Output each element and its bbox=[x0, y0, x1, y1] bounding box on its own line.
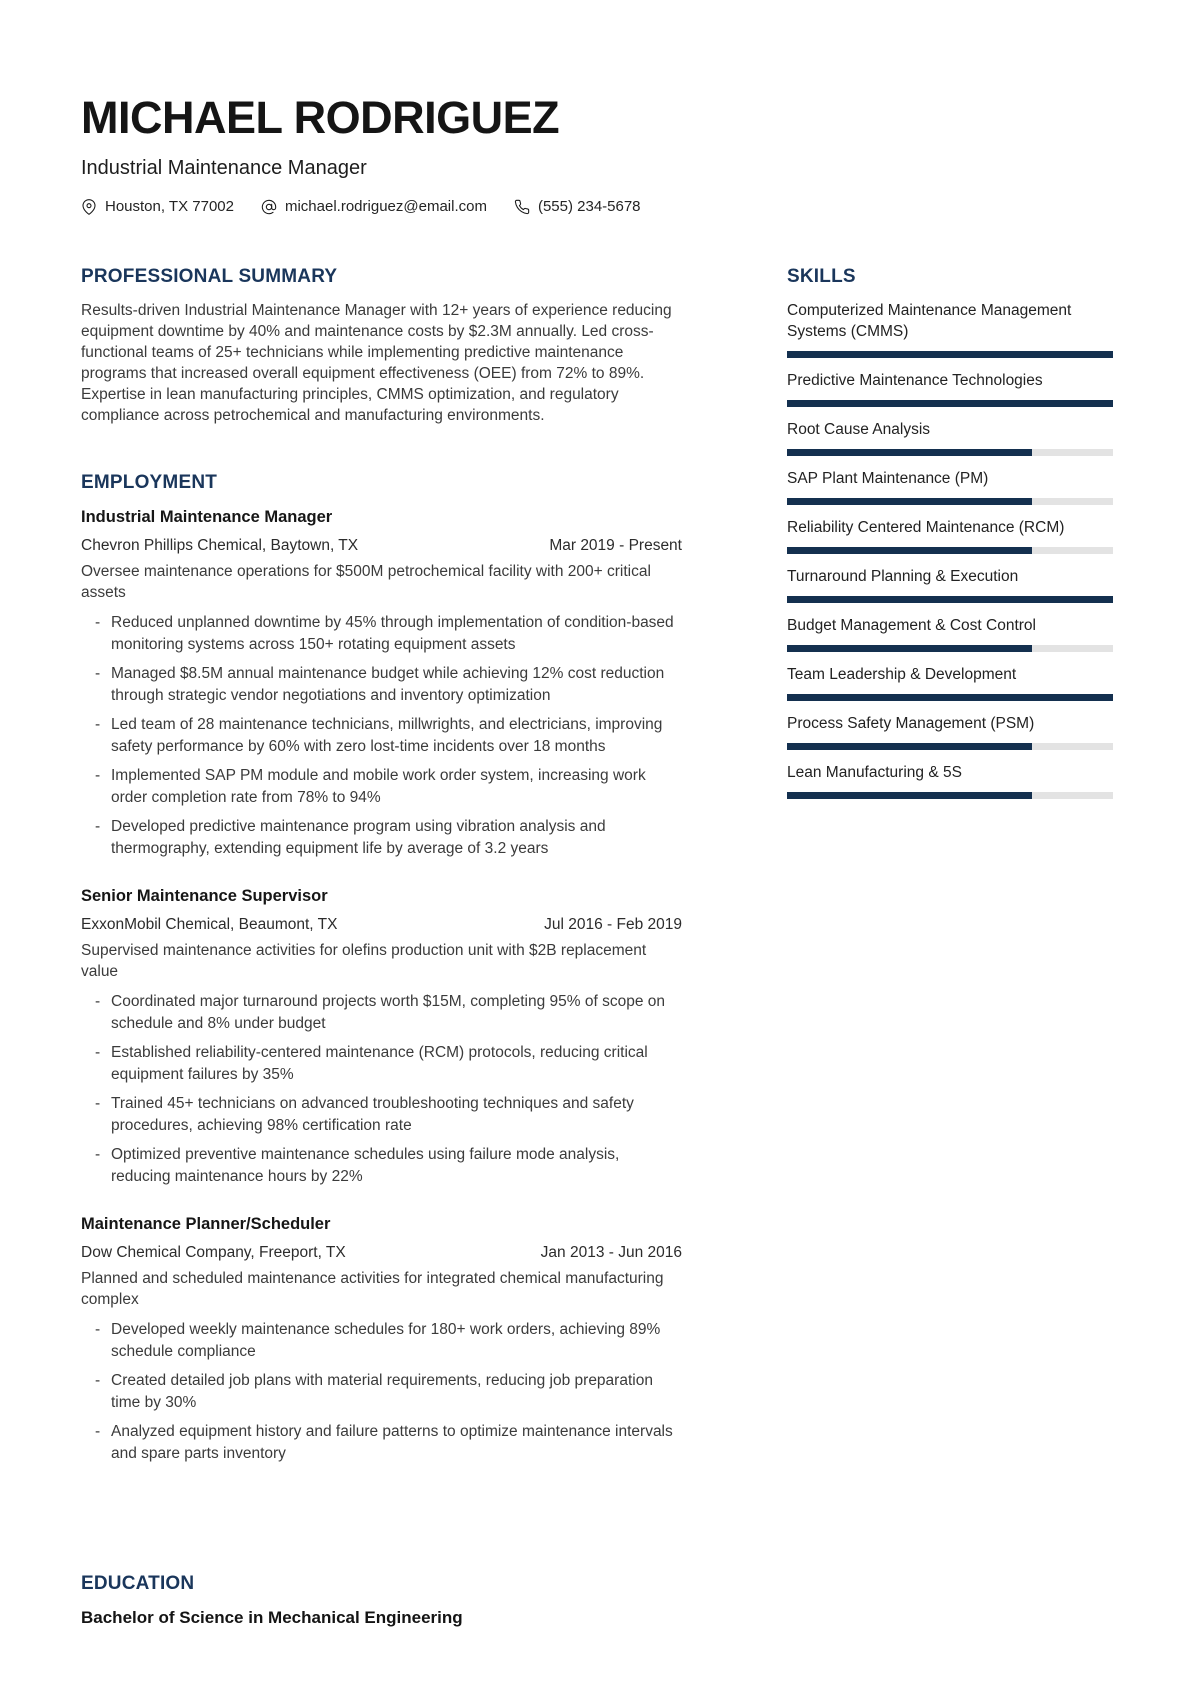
skill-bar-fill bbox=[787, 498, 1032, 505]
job-company-row bbox=[81, 914, 682, 935]
skill-item bbox=[787, 762, 1113, 799]
left-column bbox=[81, 265, 682, 1629]
skill-item bbox=[787, 664, 1113, 701]
skill-label: SAP Plant Maintenance (PM) bbox=[787, 470, 989, 487]
employment-heading: EMPLOYMENT bbox=[81, 472, 218, 493]
job-bullets bbox=[81, 612, 682, 859]
bullet-text: Created detailed job plans with material requirements, reducing job preparation time by 30% bbox=[111, 1372, 653, 1411]
contact-location-text: Houston, TX 77002 bbox=[105, 198, 234, 215]
job-bullet bbox=[95, 1319, 682, 1362]
education-section bbox=[81, 1572, 682, 1629]
skill-bar-track bbox=[787, 792, 1113, 799]
bullet-dash: - bbox=[95, 818, 101, 835]
skill-bar-fill bbox=[787, 449, 1032, 456]
skill-label: Team Leadership & Development bbox=[787, 666, 1017, 683]
job-bullet bbox=[95, 1093, 682, 1136]
job-description: Planned and scheduled maintenance activities for integrated chemical manufacturing complex bbox=[81, 1270, 664, 1308]
bullet-dash: - bbox=[95, 1372, 101, 1389]
bullet-dash: - bbox=[95, 614, 101, 631]
job-entry bbox=[81, 1213, 682, 1464]
bullet-text: Led team of 28 maintenance technicians, millwrights, and electricians, improving safety performance by 60% with zero lost-time incidents over 18 months bbox=[111, 716, 663, 755]
candidate-title: Industrial Maintenance Manager bbox=[81, 157, 367, 179]
skill-label: Reliability Centered Maintenance (RCM) bbox=[787, 519, 1065, 536]
skill-item bbox=[787, 370, 1113, 407]
skills-heading: SKILLS bbox=[787, 266, 856, 287]
bullet-dash: - bbox=[95, 993, 101, 1010]
skill-bar-track bbox=[787, 498, 1113, 505]
skill-bar-track bbox=[787, 743, 1113, 750]
skill-bar-fill bbox=[787, 547, 1032, 554]
job-description: Supervised maintenance activities for olefins production unit with $2B replacement value bbox=[81, 942, 647, 980]
job-bullet bbox=[95, 1421, 682, 1464]
skill-label: Budget Management & Cost Control bbox=[787, 617, 1036, 634]
job-bullet bbox=[95, 816, 682, 859]
bullet-text: Established reliability-centered maintenance (RCM) protocols, reducing critical equipment failures by 35% bbox=[111, 1044, 648, 1083]
job-description: Oversee maintenance operations for $500M petrochemical facility with 200+ critical assets bbox=[81, 563, 651, 601]
employment-section bbox=[81, 471, 682, 1464]
job-company-row bbox=[81, 1242, 682, 1263]
job-company: ExxonMobil Chemical, Beaumont, TX bbox=[81, 916, 338, 933]
job-company: Dow Chemical Company, Freeport, TX bbox=[81, 1244, 346, 1261]
bullet-text: Managed $8.5M annual maintenance budget while achieving 12% cost reduction through strategic vendor negotiations and inventory optimization bbox=[111, 665, 665, 704]
job-bullet bbox=[95, 991, 682, 1034]
skill-item bbox=[787, 300, 1113, 358]
job-title: Senior Maintenance Supervisor bbox=[81, 887, 328, 905]
skill-item bbox=[787, 419, 1113, 456]
job-title: Maintenance Planner/Scheduler bbox=[81, 1215, 331, 1233]
job-bullet bbox=[95, 1042, 682, 1085]
map-pin-icon bbox=[81, 199, 97, 215]
skills-section bbox=[787, 265, 1113, 811]
job-company: Chevron Phillips Chemical, Baytown, TX bbox=[81, 537, 359, 554]
skill-bar-fill bbox=[787, 645, 1032, 652]
job-bullet bbox=[95, 765, 682, 808]
skill-label: Computerized Maintenance Management Systems (CMMS) bbox=[787, 302, 1072, 340]
bullet-text: Implemented SAP PM module and mobile work order system, increasing work order completion rate from 78% to 94% bbox=[111, 767, 646, 806]
skill-label: Predictive Maintenance Technologies bbox=[787, 372, 1043, 389]
job-bullet bbox=[95, 663, 682, 706]
summary-text: Results-driven Industrial Maintenance Manager with 12+ years of experience reducing equipment downtime by 40% and maintenance costs by $2.3M annually. Led cross-functional teams of 25+ technicians while implementing predictive maintenance programs that increased overall equipment effectiveness (OEE) from 72% to 89%. Expertise in lean manufacturing principles, CMMS optimization, and regulatory compliance across petrochemical and manufacturing environments. bbox=[81, 302, 672, 424]
bullet-text: Reduced unplanned downtime by 45% through implementation of condition-based monitoring systems across 150+ rotating equipment assets bbox=[111, 614, 674, 653]
skill-label: Process Safety Management (PSM) bbox=[787, 715, 1035, 732]
bullet-dash: - bbox=[95, 1095, 101, 1112]
bullet-dash: - bbox=[95, 665, 101, 682]
skill-bar-fill bbox=[787, 743, 1032, 750]
education-heading: EDUCATION bbox=[81, 1573, 195, 1594]
job-title: Industrial Maintenance Manager bbox=[81, 508, 333, 526]
job-dates: Jul 2016 - Feb 2019 bbox=[544, 916, 682, 933]
skill-label: Root Cause Analysis bbox=[787, 421, 931, 438]
job-dates: Mar 2019 - Present bbox=[549, 537, 682, 554]
jobs-list bbox=[81, 506, 682, 1464]
bullet-dash: - bbox=[95, 1146, 101, 1163]
skill-bar-track bbox=[787, 547, 1113, 554]
skill-bar-track bbox=[787, 400, 1113, 407]
skill-bar-track bbox=[787, 596, 1113, 603]
resume-header bbox=[81, 94, 1112, 215]
bullet-text: Optimized preventive maintenance schedules using failure mode analysis, reducing maintenance hours by 22% bbox=[111, 1146, 620, 1185]
job-bullets bbox=[81, 1319, 682, 1464]
candidate-name: MICHAEL RODRIGUEZ bbox=[81, 92, 560, 143]
skill-item bbox=[787, 517, 1113, 554]
skill-bar-track bbox=[787, 351, 1113, 358]
phone-icon bbox=[514, 199, 530, 215]
summary-heading: PROFESSIONAL SUMMARY bbox=[81, 266, 338, 287]
education-degree: Bachelor of Science in Mechanical Engineering bbox=[81, 1608, 463, 1627]
summary-section bbox=[81, 265, 682, 426]
skill-bar-fill bbox=[787, 400, 1113, 407]
skill-bar-fill bbox=[787, 351, 1113, 358]
skill-bar-fill bbox=[787, 792, 1032, 799]
job-company-row bbox=[81, 535, 682, 556]
skill-bar-track bbox=[787, 449, 1113, 456]
skill-item bbox=[787, 615, 1113, 652]
contact-row bbox=[81, 198, 1112, 215]
bullet-dash: - bbox=[95, 1423, 101, 1440]
resume-body bbox=[81, 265, 1112, 1629]
skill-bar-fill bbox=[787, 694, 1113, 701]
job-entry bbox=[81, 885, 682, 1187]
skill-label: Lean Manufacturing & 5S bbox=[787, 764, 962, 781]
bullet-dash: - bbox=[95, 767, 101, 784]
bullet-text: Coordinated major turnaround projects worth $15M, completing 95% of scope on schedule and 8% under budget bbox=[111, 993, 666, 1032]
job-bullet bbox=[95, 612, 682, 655]
bullet-text: Developed weekly maintenance schedules for 180+ work orders, achieving 89% schedule compliance bbox=[111, 1321, 661, 1360]
job-bullets bbox=[81, 991, 682, 1187]
contact-phone-text: (555) 234-5678 bbox=[537, 198, 641, 215]
job-bullet bbox=[95, 1144, 682, 1187]
bullet-dash: - bbox=[95, 1321, 101, 1338]
bullet-text: Analyzed equipment history and failure patterns to optimize maintenance intervals and spare parts inventory bbox=[111, 1423, 673, 1462]
job-bullet bbox=[95, 714, 682, 757]
skill-bar-fill bbox=[787, 596, 1113, 603]
bullet-text: Developed predictive maintenance program using vibration analysis and thermography, extending equipment life by average of 3.2 years bbox=[111, 818, 606, 857]
skill-item bbox=[787, 566, 1113, 603]
skill-bar-track bbox=[787, 645, 1113, 652]
skill-item bbox=[787, 713, 1113, 750]
bullet-dash: - bbox=[95, 1044, 101, 1061]
skill-label: Turnaround Planning & Execution bbox=[787, 568, 1019, 585]
job-bullet bbox=[95, 1370, 682, 1413]
at-sign-icon bbox=[261, 199, 277, 215]
bullet-text: Trained 45+ technicians on advanced troubleshooting techniques and safety procedures, achieving 98% certification rate bbox=[111, 1095, 634, 1134]
contact-phone bbox=[514, 198, 641, 215]
bullet-dash: - bbox=[95, 716, 101, 733]
contact-email bbox=[261, 198, 487, 215]
contact-email-text: michael.rodriguez@email.com bbox=[284, 198, 487, 215]
skill-item bbox=[787, 468, 1113, 505]
skills-list bbox=[787, 300, 1113, 799]
contact-location bbox=[81, 198, 234, 215]
job-dates: Jan 2013 - Jun 2016 bbox=[540, 1244, 682, 1261]
job-entry bbox=[81, 506, 682, 859]
skill-bar-track bbox=[787, 694, 1113, 701]
